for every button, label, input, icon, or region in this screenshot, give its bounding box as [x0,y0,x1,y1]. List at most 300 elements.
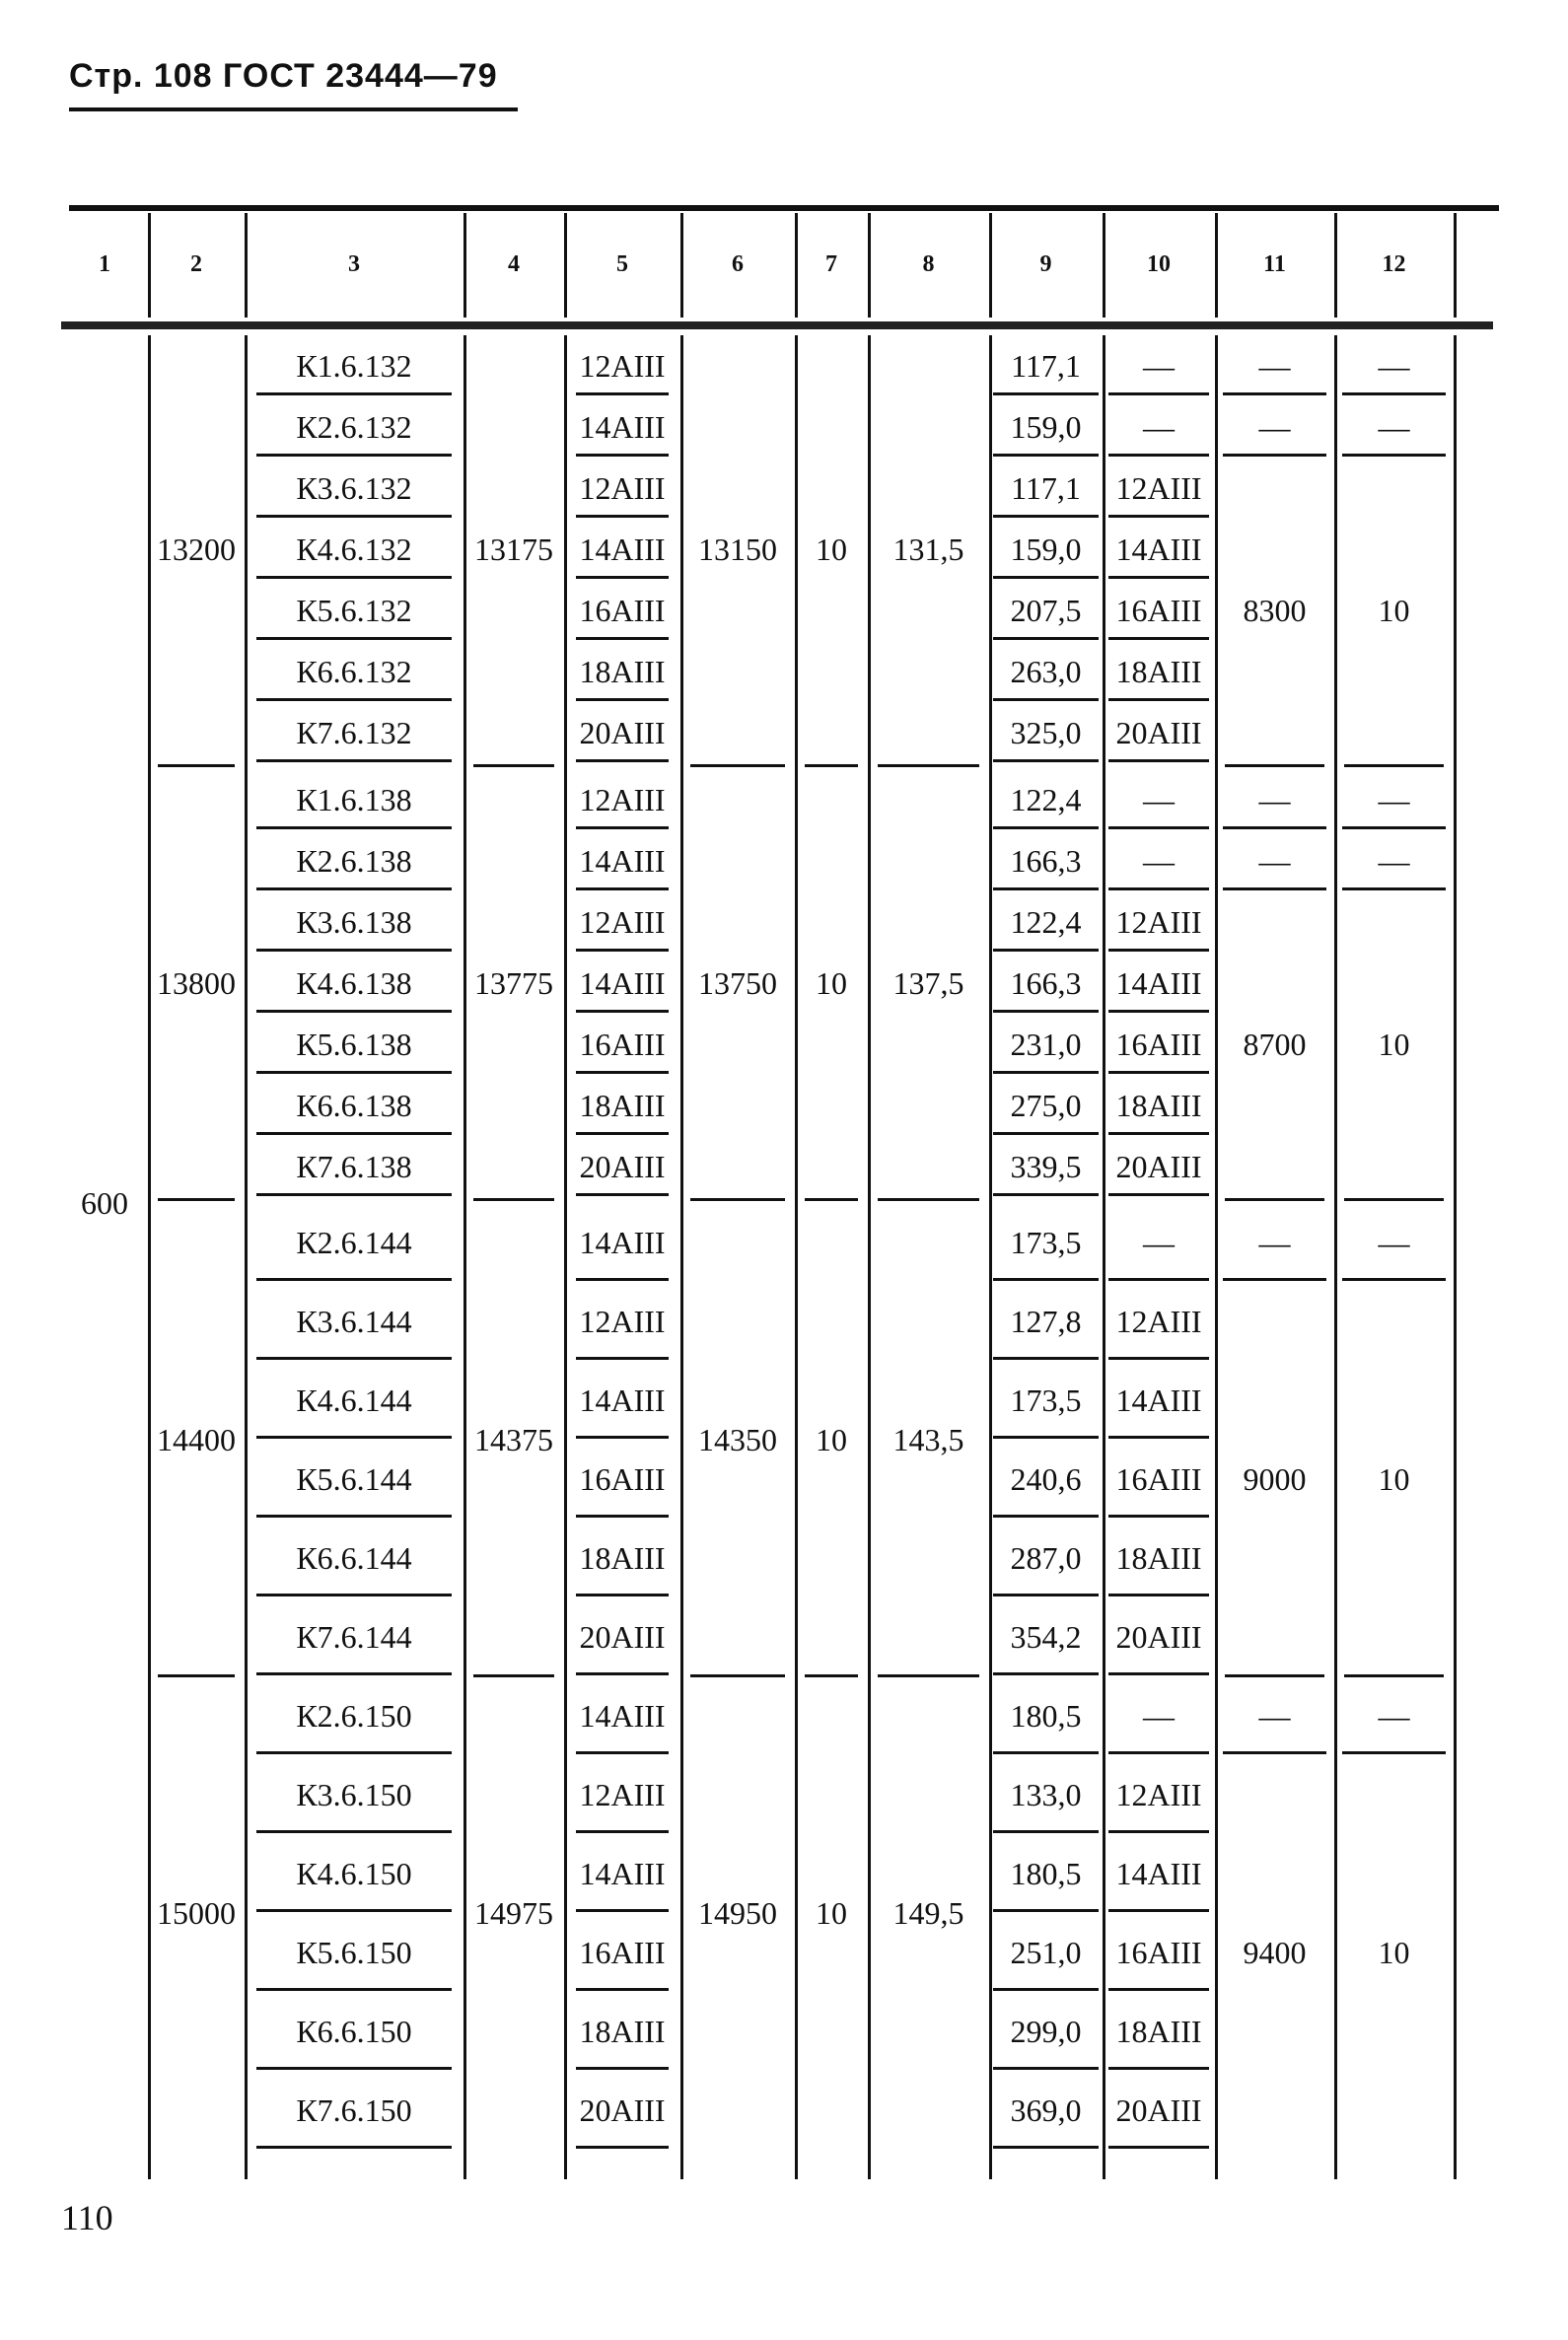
group-col11-value: 9000 [1243,1461,1307,1497]
mass-cell: 325,0 [1010,715,1082,750]
group-separator [1344,1198,1444,1201]
group-col4-value: 14375 [474,1422,553,1457]
designation-cell: К2.6.150 [296,1698,412,1734]
row-underline [993,1594,1099,1596]
row-underline [576,1357,669,1360]
rebar-extra-cell: 14АIII [1115,532,1202,567]
row-underline [1108,392,1209,395]
row-underline [256,1278,452,1281]
rebar-extra-cell: 20АIII [1115,1149,1202,1184]
body-divider [1454,335,1457,2179]
rebar-extra-cell: — [1143,782,1175,817]
row-underline [1108,576,1209,579]
row-underline [576,698,669,701]
designation-cell: К4.6.132 [296,532,412,567]
rebar-cell: 16АIII [579,1461,666,1497]
row-underline [256,1751,452,1754]
row-underline [993,826,1099,829]
row-underline [993,1909,1099,1912]
rebar-cell: 20АIII [579,1149,666,1184]
row-underline [576,1436,669,1439]
page-header [69,57,498,96]
rebar-cell: 18АIII [579,2014,666,2049]
rebar-extra-cell: 18АIII [1115,2014,1202,2049]
group-col4-value: 13775 [474,965,553,1001]
page-header-text: Стр. 108 ГОСТ 23444—79 [69,57,498,95]
row-underline [1108,887,1209,890]
rebar-cell: 12АIII [579,1304,666,1339]
mass-cell: 117,1 [1011,470,1081,506]
row-underline [993,1278,1099,1281]
column-header-5: 5 [616,251,628,277]
designation-cell: К5.6.144 [296,1461,412,1497]
rebar-cell: 12АIII [579,904,666,940]
header-divider [564,213,567,318]
designation-cell: К7.6.132 [296,715,412,750]
group-col2-value: 14400 [157,1422,236,1457]
mass-cell: 275,0 [1010,1088,1082,1123]
rebar-cell: 12АIII [579,782,666,817]
col11-cell: — [1258,1698,1291,1734]
row-underline [256,949,452,952]
row-underline [256,576,452,579]
mass-cell: 122,4 [1010,904,1082,940]
row-underline [256,1988,452,1991]
col12-cell: — [1378,843,1410,879]
header-divider [868,213,871,318]
row-underline [576,949,669,952]
row-underline [993,2146,1099,2149]
row-underline [993,1436,1099,1439]
col12-cell: — [1378,782,1410,817]
row-underline [576,1751,669,1754]
designation-cell: К6.6.132 [296,654,412,689]
mass-cell: 166,3 [1010,965,1082,1001]
mass-cell: 339,5 [1010,1149,1082,1184]
rebar-cell: 14АIII [579,1856,666,1891]
mass-cell: 369,0 [1010,2092,1082,2128]
group-col12-value: 10 [1378,1027,1410,1062]
mass-cell: 173,5 [1010,1225,1082,1260]
group-separator [473,1198,554,1201]
col11-cell: — [1258,843,1291,879]
group-col6-value: 14350 [698,1422,777,1457]
row-underline [1108,698,1209,701]
row-underline [1108,1751,1209,1754]
rebar-cell: 12АIII [579,1777,666,1812]
group-separator [1344,764,1444,767]
row-underline [1108,1830,1209,1833]
col12-cell: — [1378,1698,1410,1734]
row-underline [256,1357,452,1360]
row-underline [256,2146,452,2149]
designation-cell: К5.6.150 [296,1935,412,1970]
designation-cell: К3.6.132 [296,470,412,506]
rebar-extra-cell: 20АIII [1115,1619,1202,1655]
designation-cell: К6.6.144 [296,1540,412,1576]
header-divider [245,213,248,318]
designation-cell: К2.6.138 [296,843,412,879]
row-underline [1223,1751,1326,1754]
row-underline [576,2067,669,2070]
row-underline [576,826,669,829]
row-underline [1108,1010,1209,1013]
designation-cell: К7.6.150 [296,2092,412,2128]
row-underline [1342,454,1446,457]
rebar-cell: 14АIII [579,965,666,1001]
rebar-extra-cell: 16АIII [1115,1027,1202,1062]
col11-cell: — [1258,1225,1291,1260]
row-underline [993,1988,1099,1991]
group-col8-value: 131,5 [892,532,964,567]
row-underline [1108,1988,1209,1991]
designation-cell: К2.6.132 [296,409,412,445]
row-underline [993,1132,1099,1135]
rebar-cell: 20АIII [579,1619,666,1655]
row-underline [256,1132,452,1135]
rebar-cell: 14АIII [579,532,666,567]
group-separator [158,764,235,767]
group-col11-value: 8300 [1243,593,1307,628]
row-underline [1108,2067,1209,2070]
row-underline [993,698,1099,701]
rebar-extra-cell: 16АIII [1115,593,1202,628]
group-col6-value: 14950 [698,1895,777,1931]
designation-cell: К6.6.138 [296,1088,412,1123]
rebar-cell: 18АIII [579,1540,666,1576]
header-divider [1334,213,1337,318]
row-underline [576,1515,669,1518]
rebar-extra-cell: 12АIII [1115,904,1202,940]
row-underline [993,392,1099,395]
col12-cell: — [1378,348,1410,384]
rebar-cell: 18АIII [579,654,666,689]
rebar-extra-cell: 14АIII [1115,1383,1202,1418]
row-underline [256,1672,452,1675]
row-underline [256,826,452,829]
group-col12-value: 10 [1378,1461,1410,1497]
row-underline [993,1193,1099,1196]
row-underline [993,759,1099,762]
row-underline [256,2067,452,2070]
designation-cell: К2.6.144 [296,1225,412,1260]
row-underline [256,1830,452,1833]
rebar-cell: 14АIII [579,843,666,879]
row-underline [256,1436,452,1439]
designation-cell: К3.6.138 [296,904,412,940]
column-header-4: 4 [508,251,520,277]
row-underline [576,1010,669,1013]
group-col2-value: 13800 [157,965,236,1001]
row-underline [576,1071,669,1074]
header-divider [989,213,992,318]
group-separator [473,1674,554,1677]
group-col4-value: 13175 [474,532,553,567]
column-header-6: 6 [732,251,744,277]
row-underline [1223,392,1326,395]
row-underline [993,887,1099,890]
group-separator [878,1198,979,1201]
row-underline [256,1071,452,1074]
mass-cell: 180,5 [1010,1856,1082,1891]
row-underline [256,1909,452,1912]
row-underline [256,887,452,890]
row-underline [1108,515,1209,518]
rebar-extra-cell: 16АIII [1115,1935,1202,1970]
mass-cell: 122,4 [1010,782,1082,817]
group-col7-value: 10 [816,532,847,567]
rebar-extra-cell: — [1143,843,1175,879]
row-underline [1108,2146,1209,2149]
row-underline [576,1193,669,1196]
group-separator [690,764,785,767]
designation-cell: К1.6.132 [296,348,412,384]
col11-cell: — [1258,782,1291,817]
header-divider [1103,213,1105,318]
row-underline [576,1594,669,1596]
mass-cell: 159,0 [1010,409,1082,445]
row-underline [1223,826,1326,829]
group-separator [805,1198,858,1201]
designation-cell: К1.6.138 [296,782,412,817]
rebar-extra-cell: — [1143,348,1175,384]
group-separator [690,1674,785,1677]
rebar-extra-cell: 20АIII [1115,2092,1202,2128]
designation-cell: К7.6.138 [296,1149,412,1184]
group-separator [878,764,979,767]
row-underline [1223,887,1326,890]
row-underline [1108,1436,1209,1439]
row-underline [576,454,669,457]
group-separator [1344,1674,1444,1677]
rebar-extra-cell: — [1143,1698,1175,1734]
row-underline [1108,1909,1209,1912]
group-col2-value: 13200 [157,532,236,567]
rebar-cell: 18АIII [579,1088,666,1123]
row-underline [576,887,669,890]
rebar-extra-cell: 18АIII [1115,1540,1202,1576]
rebar-cell: 16АIII [579,1935,666,1970]
rebar-extra-cell: 12АIII [1115,470,1202,506]
row-underline [1108,1594,1209,1596]
row-underline [1108,1357,1209,1360]
column-header-2: 2 [190,251,202,277]
row-underline [1108,1515,1209,1518]
group-col8-value: 143,5 [892,1422,964,1457]
group-col2-value: 15000 [157,1895,236,1931]
row-underline [993,2067,1099,2070]
group-col12-value: 10 [1378,1935,1410,1970]
row-underline [1108,1278,1209,1281]
row-underline [576,1132,669,1135]
row-underline [1108,759,1209,762]
rebar-cell: 20АIII [579,715,666,750]
group-separator [1225,1674,1324,1677]
row-underline [256,1193,452,1196]
row-underline [1342,887,1446,890]
rebar-extra-cell: 20АIII [1115,715,1202,750]
header-divider [1215,213,1218,318]
rebar-cell: 20АIII [579,2092,666,2128]
row-underline [256,1515,452,1518]
group-separator [805,764,858,767]
row-underline [1108,454,1209,457]
rebar-cell: 16АIII [579,1027,666,1062]
mass-cell: 127,8 [1010,1304,1082,1339]
row-underline [576,1988,669,1991]
row-underline [993,1672,1099,1675]
row-underline [993,1751,1099,1754]
row-underline [993,637,1099,640]
row-underline [1108,1071,1209,1074]
header-divider [680,213,683,318]
rebar-extra-cell: 18АIII [1115,1088,1202,1123]
mass-cell: 133,0 [1010,1777,1082,1812]
row-underline [1108,1132,1209,1135]
designation-cell: К4.6.150 [296,1856,412,1891]
mass-cell: 240,6 [1010,1461,1082,1497]
rebar-cell: 14АIII [579,1383,666,1418]
row-underline [993,515,1099,518]
column-header-3: 3 [348,251,360,277]
row-underline [256,637,452,640]
group-col11-value: 8700 [1243,1027,1307,1062]
column-header-12: 12 [1382,251,1406,277]
group-col7-value: 10 [816,1895,847,1931]
designation-cell: К3.6.144 [296,1304,412,1339]
row-underline [576,576,669,579]
group-separator [158,1198,235,1201]
row-underline [1223,454,1326,457]
designation-cell: К7.6.144 [296,1619,412,1655]
mass-cell: 231,0 [1010,1027,1082,1062]
column-header-7: 7 [825,251,837,277]
column-header-8: 8 [922,251,935,277]
row-underline [993,1010,1099,1013]
rebar-cell: 14АIII [579,409,666,445]
designation-cell: К5.6.138 [296,1027,412,1062]
mass-cell: 287,0 [1010,1540,1082,1576]
row-underline [256,1010,452,1013]
rebar-cell: 16АIII [579,593,666,628]
col1-value: 600 [81,1185,128,1221]
row-underline [1108,826,1209,829]
row-underline [993,576,1099,579]
mass-cell: 159,0 [1010,532,1082,567]
rebar-cell: 14АIII [579,1225,666,1260]
mass-cell: 173,5 [1010,1383,1082,1418]
rebar-extra-cell: 12АIII [1115,1304,1202,1339]
mass-cell: 251,0 [1010,1935,1082,1970]
col11-cell: — [1258,348,1291,384]
group-separator [1225,1198,1324,1201]
group-separator [473,764,554,767]
group-separator [805,1674,858,1677]
column-header-11: 11 [1263,251,1286,277]
designation-cell: К4.6.138 [296,965,412,1001]
row-underline [576,392,669,395]
row-underline [1342,1278,1446,1281]
row-underline [993,1071,1099,1074]
col11-cell: — [1258,409,1291,445]
designation-cell: К4.6.144 [296,1383,412,1418]
row-underline [576,2146,669,2149]
row-underline [256,392,452,395]
table-top-rule [69,205,1499,211]
row-underline [1108,1672,1209,1675]
designation-cell: К6.6.150 [296,2014,412,2049]
mass-cell: 354,2 [1010,1619,1082,1655]
designation-cell: К3.6.150 [296,1777,412,1812]
group-col7-value: 10 [816,1422,847,1457]
col12-cell: — [1378,1225,1410,1260]
page-number: 110 [61,2198,113,2237]
rebar-cell: 14АIII [579,1698,666,1734]
column-header-9: 9 [1039,251,1052,277]
row-underline [576,759,669,762]
header-divider [463,213,466,318]
mass-cell: 117,1 [1011,348,1081,384]
row-underline [256,698,452,701]
rebar-extra-cell: 12АIII [1115,1777,1202,1812]
group-col6-value: 13150 [698,532,777,567]
row-underline [256,759,452,762]
group-separator [878,1674,979,1677]
column-header-1: 1 [99,251,110,277]
table-header-rule [61,321,1493,329]
header-underline [69,107,518,111]
rebar-extra-cell: 18АIII [1115,654,1202,689]
row-underline [256,515,452,518]
row-underline [576,1830,669,1833]
row-underline [576,1909,669,1912]
row-underline [576,1278,669,1281]
rebar-extra-cell: 14АIII [1115,1856,1202,1891]
row-underline [576,1672,669,1675]
group-col7-value: 10 [816,965,847,1001]
mass-cell: 207,5 [1010,593,1082,628]
row-underline [1342,826,1446,829]
row-underline [1223,1278,1326,1281]
row-underline [576,637,669,640]
mass-cell: 166,3 [1010,843,1082,879]
header-divider [795,213,798,318]
group-col12-value: 10 [1378,593,1410,628]
row-underline [1108,637,1209,640]
row-underline [1342,1751,1446,1754]
row-underline [993,949,1099,952]
row-underline [993,1357,1099,1360]
col12-cell: — [1378,409,1410,445]
rebar-cell: 12АIII [579,348,666,384]
rebar-cell: 12АIII [579,470,666,506]
row-underline [256,1594,452,1596]
group-separator [158,1674,235,1677]
group-col8-value: 149,5 [892,1895,964,1931]
group-separator [1225,764,1324,767]
mass-cell: 299,0 [1010,2014,1082,2049]
group-col4-value: 14975 [474,1895,553,1931]
designation-cell: К5.6.132 [296,593,412,628]
rebar-extra-cell: — [1143,1225,1175,1260]
group-col11-value: 9400 [1243,1935,1307,1970]
header-divider [1454,213,1457,318]
row-underline [993,1515,1099,1518]
row-underline [1342,392,1446,395]
rebar-extra-cell: 16АIII [1115,1461,1202,1497]
row-underline [576,515,669,518]
group-col6-value: 13750 [698,965,777,1001]
